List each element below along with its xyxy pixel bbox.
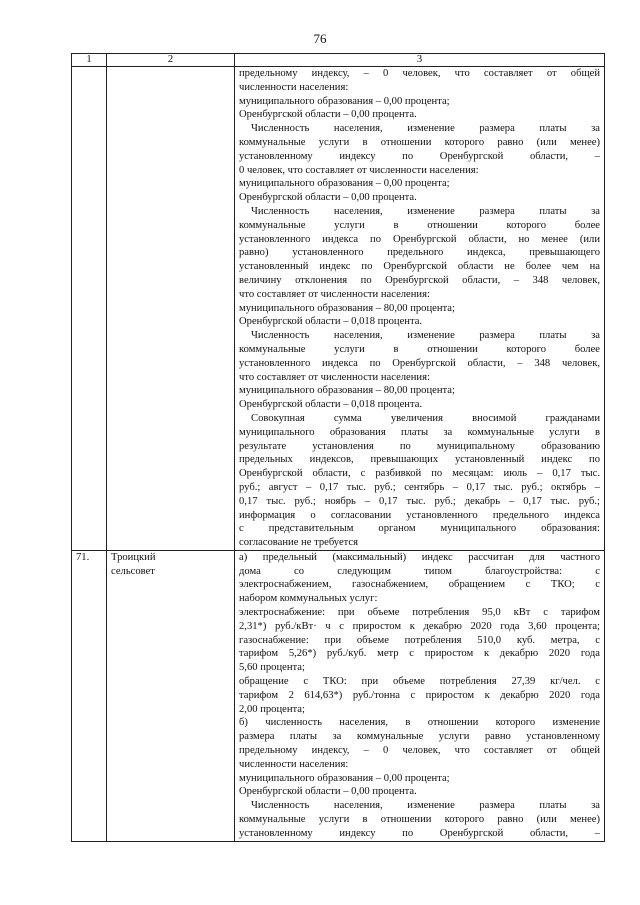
table-header-row [72,54,605,67]
row-number: 71. [76,551,90,563]
text-line: 5,60 процента; [239,662,305,674]
text-line: согласование не требуется [239,537,359,549]
text-line: Оренбургской области – 0,00 процента. [239,192,417,204]
text-line: набором коммунальных услуг: [239,593,378,605]
text-line: муниципального образования – 80,00 процента; [239,385,455,397]
text-line: 0,17 тыс. руб.; ноябрь – 0,17 тыс. руб.; декабрь – 0,17 тыс. руб.; [239,495,600,507]
document-table [71,53,605,842]
text-line: 2,31*) руб./кВт· ч с приростом к декабрю 2020 года 3,60 процента; [239,620,600,632]
text-line: электроснабжением, газоснабжением, обращением с ТКО; с [239,579,600,591]
text-line: что составляет от численности населения: [239,371,430,383]
text-line: информация о согласовании установленного предельного индекса [239,509,600,521]
text-line: равно) установленного предельного индекса, превышающего [239,247,600,259]
text-line: коммунальные услуги в отношении которого равно (или менее) [239,136,600,148]
text-line: Численность населения, изменение размера платы за [251,205,600,217]
municipality-cell [107,550,235,841]
text-line: муниципального образования – 0,00 процента; [239,95,450,107]
text-line: размера платы за коммунальные услуги равно установленному [239,731,600,743]
text-line: Оренбургской области – 0,018 процента. [239,316,423,328]
text-line: Оренбургской области – 0,00 процента. [239,786,417,798]
municipality-cell [107,67,235,551]
row-number-cell [72,67,107,551]
text-line: численности населения: [239,758,349,770]
text-line: Численность населения, изменение размера платы за [251,800,600,812]
text-line: газоснабжение: при объеме потребления 510,0 куб. метра, с [239,634,600,646]
page-number: 76 [313,31,327,46]
text-line: предельных индексов, превышающих установленный индекс по [239,454,600,466]
text-line: дома со следующим типом благоустройства: с [239,565,600,577]
text-line: коммунальные услуги в отношении которого более [239,343,600,355]
text-line: предельному индексу, – 0 человек, что составляет от общей [239,745,600,757]
description-cell [235,550,605,841]
table-row [72,67,605,551]
text-line: обращение с ТКО: при объеме потребления 27,39 кг/чел. с [239,676,600,688]
text-line: муниципального образования – 0,00 процента; [239,178,450,190]
header-cell: 2 [107,54,235,67]
text-line: коммунальные услуги в отношении которого более [239,219,600,231]
text-line: Оренбургской области – 0,018 процента. [239,399,423,411]
text-line: руб.; август – 0,17 тыс. руб.; сентябрь – 0,17 тыс. руб.; октябрь – [239,481,600,493]
text-line: установленного индекса по Оренбургской области, – 348 человек, [239,357,600,369]
description-cell [235,67,605,551]
text-line: 2,00 процента; [239,703,305,715]
text-line: с представительным органом муниципального образования: [239,523,600,535]
text-line: тарифом 5,26*) руб./куб. метр с приростом к декабрю 2020 года [239,648,600,660]
text-line: Численность населения, изменение размера платы за [251,123,600,135]
table-row [72,550,605,841]
text-line: величину отклонения по Оренбургской области, – 348 человек, [239,274,600,286]
text-line: установленному индексу по Оренбургской области, – [239,150,600,162]
header-cell: 1 [72,54,107,67]
text-line: муниципального образования – 80,00 процента; [239,302,455,314]
text-line: установленный индекс по Оренбургской области не более чем на [239,261,600,273]
text-line: Оренбургской области – 0,00 процента. [239,109,417,121]
text-line: электроснабжение: при объеме потребления 95,0 кВт с тарифом [239,607,600,619]
text-line: коммунальные услуги в отношении которого равно (или менее) [239,814,600,826]
text-line: б) численность населения, в отношении которого изменение [239,717,600,729]
text-line: предельному индексу, – 0 человек, что составляет от общей [239,68,600,79]
text-line: муниципального образования платы за коммунальные услуги в [239,426,600,438]
text-line: муниципального образования – 0,00 процента; [239,772,450,784]
municipality-name-line: Троицкий [111,551,156,563]
municipality-name-line: сельсовет [111,565,155,577]
text-line: Численность населения, изменение размера платы за [251,330,600,342]
text-line: численности населения: [239,81,349,93]
header-cell: 3 [235,54,605,67]
text-line: а) предельный (максимальный) индекс рассчитан для частного [239,551,600,563]
row-number-cell [72,550,107,841]
text-line: установленного индекса по Оренбургской области, но менее (или [239,233,600,245]
text-line: результате установления по муниципальному образованию [239,440,600,452]
text-line: тарифом 2 614,63*) руб./тонна с приростом к декабрю 2020 года [239,689,600,701]
text-line: 0 человек, что составляет от численности населения: [239,164,479,176]
text-line: Совокупная сумма увеличения вносимой гражданами [251,412,600,424]
text-line: установленному индексу по Оренбургской области, – [239,827,600,839]
text-line: Оренбургской области, с разбивкой по месяцам: июль – 0,17 тыс. [239,468,600,480]
text-line: что составляет от численности населения: [239,288,430,300]
